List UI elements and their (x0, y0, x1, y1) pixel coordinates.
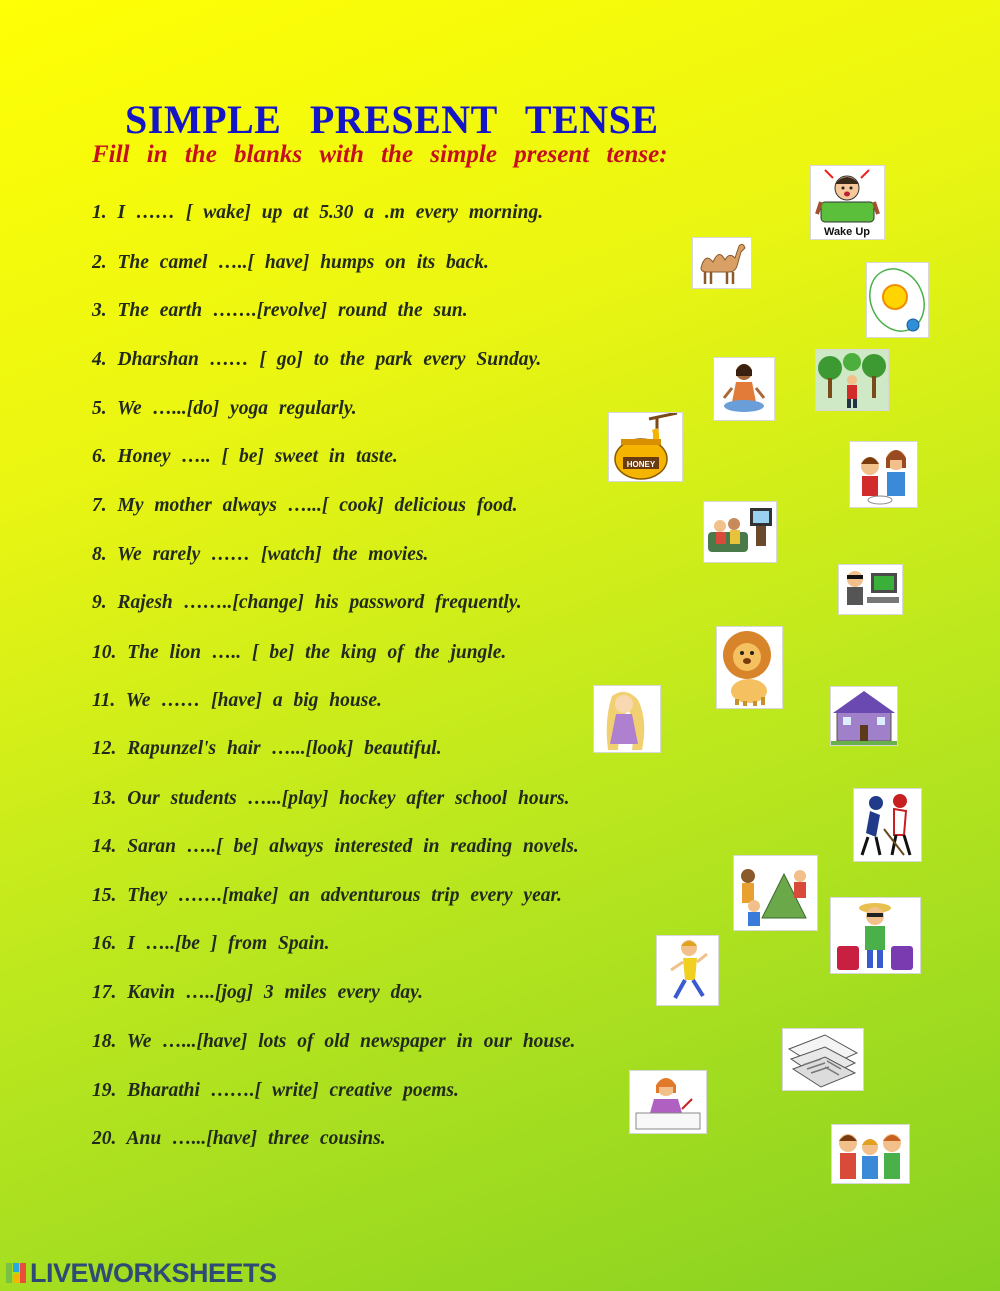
question-12: 12. Rapunzel's hair …...[look] beautiful. (92, 738, 442, 759)
watch-movies-image (703, 501, 777, 563)
question-8: 8. We rarely …… [watch] the movies. (92, 544, 429, 565)
adventurous-trip-image (733, 855, 818, 931)
question-15: 15. They …….[make] an adventurous trip every year. (92, 885, 562, 906)
wake-up-caption: Wake Up (823, 226, 871, 238)
earth-sun-image (866, 262, 929, 338)
hockey-image (853, 788, 922, 862)
question-13: 13. Our students …...[play] hockey after school hours. (92, 788, 570, 809)
yoga-image (713, 357, 775, 421)
question-10: 10. The lion ….. [ be] the king of the jungle. (92, 642, 507, 663)
mother-cooking-image (849, 441, 918, 508)
question-6: 6. Honey ….. [ be] sweet in taste. (92, 446, 398, 467)
jogging-image (656, 935, 719, 1006)
password-image (838, 564, 903, 615)
lion-image (716, 626, 783, 709)
park-image (815, 349, 889, 411)
wake-up-image (810, 165, 885, 240)
liveworksheets-logo-icon (6, 1261, 28, 1285)
writing-poems-image (629, 1070, 707, 1134)
honey-label: HONEY (626, 460, 656, 469)
newspaper-image (782, 1028, 864, 1091)
question-3: 3. The earth …….[revolve] round the sun. (92, 300, 468, 321)
question-5: 5. We …...[do] yoga regularly. (92, 398, 357, 419)
instruction-text: Fill in the blanks with the simple present tense: (92, 141, 668, 168)
question-1: 1. I …… [ wake] up at 5.30 a .m every morning. (92, 202, 544, 223)
question-18: 18. We …...[have] lots of old newspaper in our house. (92, 1031, 576, 1052)
question-11: 11. We …… [have] a big house. (92, 690, 382, 711)
big-house-image (830, 686, 898, 746)
spain-traveller-image (830, 897, 921, 974)
honey-image (608, 412, 683, 482)
question-9: 9. Rajesh ……..[change] his password frequently. (92, 592, 522, 613)
page-title: SIMPLE PRESENT TENSE (125, 97, 659, 142)
brand-name: LIVEWORKSHEETS (30, 1257, 277, 1288)
question-17: 17. Kavin …..[jog] 3 miles every day. (92, 982, 423, 1003)
cousins-image (831, 1124, 910, 1184)
question-2: 2. The camel …..[ have] humps on its back. (92, 252, 489, 273)
question-19: 19. Bharathi …….[ write] creative poems. (92, 1080, 459, 1101)
question-16: 16. I …..[be ] from Spain. (92, 933, 330, 954)
rapunzel-image (593, 685, 661, 753)
question-20: 20. Anu …...[have] three cousins. (92, 1128, 386, 1149)
question-7: 7. My mother always …...[ cook] delicious food. (92, 495, 518, 516)
footer-brand (6, 1258, 277, 1288)
question-14: 14. Saran …..[ be] always interested in reading novels. (92, 836, 579, 857)
question-4: 4. Dharshan …… [ go] to the park every Sunday. (92, 349, 542, 370)
camel-image (692, 237, 752, 289)
